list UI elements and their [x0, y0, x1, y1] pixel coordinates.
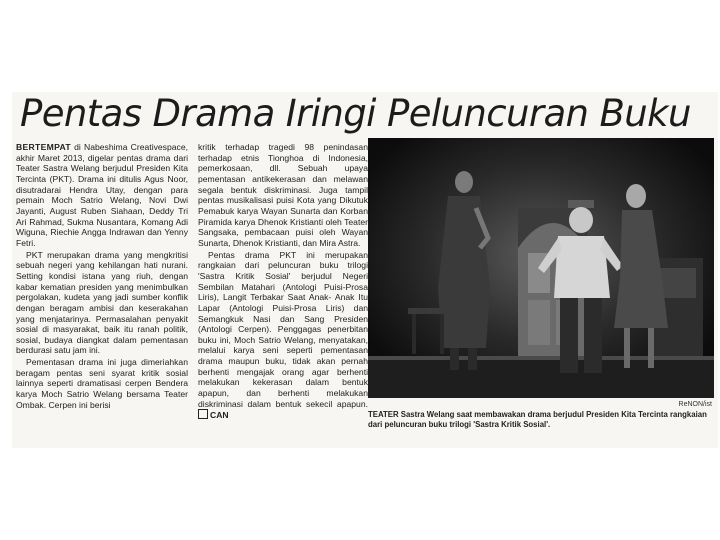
photo-credit: ReNON/ist	[678, 401, 712, 408]
paragraph-3: Pementasan drama ini juga dimeriahkan beragam pentas seni syarat kritik sosial lainnya seperti dramatisasi cerpen Bendera karya Moch Satrio Welang bersama Teater Ombak. Cerpen ini berisi	[16, 357, 188, 410]
paragraph-5	[198, 250, 368, 422]
newspaper-clipping	[12, 92, 718, 448]
stage-scene-illustration	[368, 138, 714, 398]
end-mark-icon	[198, 409, 208, 419]
paragraph-4: kritik terhadap tragedi 98 penindasan terhadap etnis Tionghoa di Indonesia, pemerkosaan, dll. Sebuah upaya pementasan antikekerasan dan melawan segala bentuk diskriminasi. Juga tampil pentas musikalisasi puisi Kota yang Dikutuk Pemabuk karya Wayan Sunarta dan Korban Piramida karya Dhenok Kristianti oleh Teater Sangsaka, pembacaan puisi oleh Wayan Sunarta, Dhenok Kristianti, dan Mira Astra.	[198, 142, 368, 248]
stage-photo	[368, 138, 714, 398]
lead-word: BERTEMPAT	[16, 142, 71, 152]
paragraph-1-text: di Nabeshima Creativespace, akhir Maret 2013, digelar pentas drama dari Teater Sastra Welang berjudul Presiden Kita Tercinta (PKT). Drama ini ditulis Agus Noor, disutradarai Hendra Utay, dengan para pemain Moch Satrio Welang, Novi Dwi Jayanti, August Ruben Siahaan, Deddy Tri Ari Rahmad, Sukma Nusantara, Komang Adi Wiguna, Riechie Angga Indrawan dan Yenny Fetri.	[16, 142, 188, 248]
byline: CAN	[210, 410, 229, 421]
article-column-2	[198, 142, 368, 422]
photo-caption: TEATER Sastra Welang saat membawakan drama berjudul Presiden Kita Tercinta rangkaian dari peluncuran buku trilogi 'Sastra Kritik Sosial'.	[368, 410, 707, 429]
paragraph-5-text: Pentas drama PKT ini merupakan rangkaian dari peluncuran buku trilogi 'Sastra Kritik Sosial' berjudul Negeri Sembilan Matahari (Antologi Puisi-Prosa Liris), Langit Terbakar Saat Anak- Anak Itu Lapar (Antologi Puisi-Prosa Liris) dan Semangkuk Nasi dan Sang Presiden (Antologi Cerpen). Penggagas penerbitan buku ini, Moch Satrio Welang, menyatakan, melalui karya seni seperti pementasan drama maupun buku, tidak akan pernah berhenti mengajak orang agar berhenti melakukan kekerasan dalam bentuk apapun, dan berhenti melakukan diskriminasi dalam bentuk sekecil apapun.	[198, 249, 368, 409]
paragraph-1	[16, 142, 188, 249]
article-column-1	[16, 142, 188, 411]
headline: Pentas Drama Iringi Peluncuran Buku	[20, 92, 691, 135]
paragraph-2: PKT merupakan drama yang mengkritisi sebuah negeri yang kehilangan hati nurani. Setting kondisi istana yang riuh, dengan kabar kematian presiden yang menimbulkan pergolakan, kudeta yang jadi sumber konflik dengan beragam ambisi dan keserakahan yang menjatarinya. Permasalahan penyakit sosial di masyarakat, baik itu ranah politik, sosial, budaya diangkat dalam pementasan berdurasi satu jam ini.	[16, 249, 188, 356]
